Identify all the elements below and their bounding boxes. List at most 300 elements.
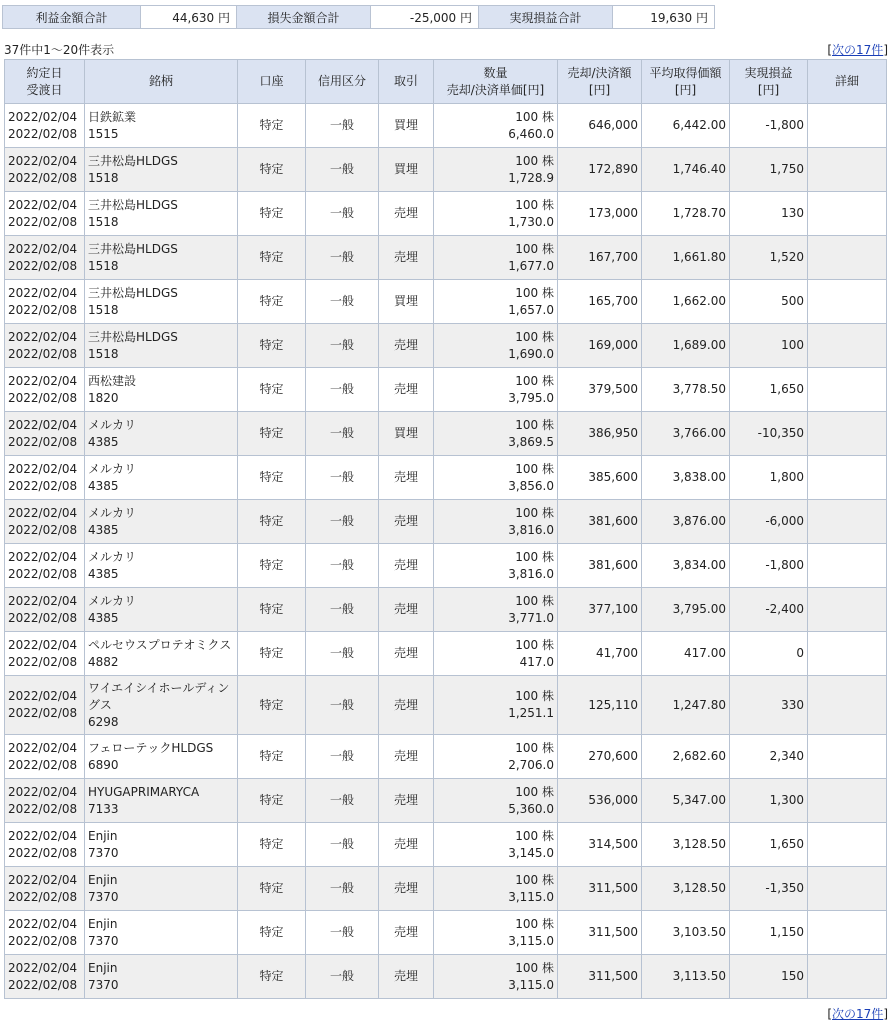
settle-price: 2,706.0 xyxy=(508,757,554,772)
trade-type-cell: 売埋 xyxy=(379,236,434,280)
symbol-code: 7370 xyxy=(88,977,119,992)
credit-cell: 一般 xyxy=(306,779,379,823)
settle-price: 6,460.0 xyxy=(508,126,554,141)
trade-date: 2022/02/04 xyxy=(8,740,78,755)
settle-price: 1,690.0 xyxy=(508,346,554,361)
qty-price-cell xyxy=(434,148,558,192)
date-cell xyxy=(5,867,85,911)
trade-date: 2022/02/04 xyxy=(8,241,78,256)
symbol-code: 4882 xyxy=(88,654,119,669)
avg-cost-cell: 6,442.00 xyxy=(642,104,730,148)
date-cell xyxy=(5,544,85,588)
trade-date: 2022/02/04 xyxy=(8,329,78,344)
realized-pl-table xyxy=(4,59,887,999)
realized-pl-cell: -6,000 xyxy=(730,500,808,544)
settle-date: 2022/02/08 xyxy=(8,845,78,860)
header-avg-label: 平均取得価額 xyxy=(649,65,722,80)
realized-pl-cell: 2,340 xyxy=(730,735,808,779)
detail-cell xyxy=(808,412,887,456)
symbol-cell xyxy=(85,676,238,735)
account-cell: 特定 xyxy=(238,544,306,588)
trade-type-cell: 売埋 xyxy=(379,456,434,500)
realized-pl-cell: 500 xyxy=(730,280,808,324)
settle-date: 2022/02/08 xyxy=(8,390,78,405)
amount-cell: 169,000 xyxy=(558,324,642,368)
credit-cell: 一般 xyxy=(306,735,379,779)
quantity: 100 株 xyxy=(515,593,554,608)
header-amount-unit: [円] xyxy=(588,82,611,97)
avg-cost-cell: 3,838.00 xyxy=(642,456,730,500)
settle-price: 3,816.0 xyxy=(508,566,554,581)
header-amount xyxy=(558,60,642,104)
quantity: 100 株 xyxy=(515,329,554,344)
pager-bracket-open: [ xyxy=(827,1007,833,1021)
credit-cell: 一般 xyxy=(306,823,379,867)
quantity: 100 株 xyxy=(515,505,554,520)
avg-cost-cell: 3,834.00 xyxy=(642,544,730,588)
date-cell xyxy=(5,588,85,632)
detail-cell xyxy=(808,735,887,779)
profit-total-value: 44,630 円 xyxy=(141,6,237,29)
qty-price-cell xyxy=(434,104,558,148)
date-cell xyxy=(5,955,85,999)
amount-cell: 41,700 xyxy=(558,632,642,676)
quantity: 100 株 xyxy=(515,109,554,124)
realized-pl-cell: 100 xyxy=(730,324,808,368)
qty-price-cell xyxy=(434,412,558,456)
avg-cost-cell: 3,128.50 xyxy=(642,823,730,867)
trade-type-cell: 売埋 xyxy=(379,500,434,544)
credit-cell: 一般 xyxy=(306,368,379,412)
symbol-code: 6890 xyxy=(88,757,119,772)
avg-cost-cell: 1,728.70 xyxy=(642,192,730,236)
trade-type-cell: 売埋 xyxy=(379,544,434,588)
trade-type-cell: 買埋 xyxy=(379,280,434,324)
credit-cell: 一般 xyxy=(306,236,379,280)
symbol-name: 三井松島HLDGS xyxy=(88,197,178,212)
loss-total-value: -25,000 円 xyxy=(371,6,479,29)
profit-total-label: 利益金額合計 xyxy=(3,6,141,29)
header-account: 口座 xyxy=(238,60,306,104)
detail-cell xyxy=(808,456,887,500)
table-row xyxy=(5,867,887,911)
quantity: 100 株 xyxy=(515,461,554,476)
trade-date: 2022/02/04 xyxy=(8,373,78,388)
quantity: 100 株 xyxy=(515,285,554,300)
table-row xyxy=(5,368,887,412)
trade-type-cell: 売埋 xyxy=(379,676,434,735)
trade-date: 2022/02/04 xyxy=(8,828,78,843)
qty-price-cell xyxy=(434,456,558,500)
symbol-code: 4385 xyxy=(88,566,119,581)
amount-cell: 381,600 xyxy=(558,500,642,544)
trade-date: 2022/02/04 xyxy=(8,689,78,703)
detail-cell xyxy=(808,148,887,192)
symbol-cell xyxy=(85,236,238,280)
symbol-code: 4385 xyxy=(88,522,119,537)
amount-cell: 311,500 xyxy=(558,911,642,955)
account-cell: 特定 xyxy=(238,456,306,500)
amount-cell: 270,600 xyxy=(558,735,642,779)
date-cell xyxy=(5,676,85,735)
symbol-code: 1518 xyxy=(88,214,119,229)
realized-pl-cell: 150 xyxy=(730,955,808,999)
date-cell xyxy=(5,735,85,779)
symbol-cell xyxy=(85,911,238,955)
date-cell xyxy=(5,280,85,324)
quantity: 100 株 xyxy=(515,784,554,799)
credit-cell: 一般 xyxy=(306,104,379,148)
realized-pl-cell: -10,350 xyxy=(730,412,808,456)
settle-date: 2022/02/08 xyxy=(8,258,78,273)
quantity: 100 株 xyxy=(515,241,554,256)
loss-total-label: 損失金額合計 xyxy=(237,6,371,29)
account-cell: 特定 xyxy=(238,192,306,236)
settle-date: 2022/02/08 xyxy=(8,933,78,948)
realized-pl-cell: -1,350 xyxy=(730,867,808,911)
symbol-name: 三井松島HLDGS xyxy=(88,241,178,256)
settle-price: 3,145.0 xyxy=(508,845,554,860)
qty-price-cell xyxy=(434,779,558,823)
settle-price: 5,360.0 xyxy=(508,801,554,816)
settle-price: 1,251.1 xyxy=(508,706,554,720)
detail-cell xyxy=(808,104,887,148)
table-row xyxy=(5,779,887,823)
symbol-name: Enjin xyxy=(88,828,118,843)
detail-cell xyxy=(808,779,887,823)
qty-price-cell xyxy=(434,192,558,236)
table-row xyxy=(5,911,887,955)
avg-cost-cell: 1,689.00 xyxy=(642,324,730,368)
pl-summary-table xyxy=(2,5,715,29)
amount-cell: 172,890 xyxy=(558,148,642,192)
header-price: 売却/決済単価[円] xyxy=(446,82,545,97)
quantity: 100 株 xyxy=(515,916,554,931)
date-cell xyxy=(5,192,85,236)
date-cell xyxy=(5,823,85,867)
credit-cell: 一般 xyxy=(306,412,379,456)
symbol-name: フェローテックHLDGS xyxy=(88,740,214,755)
settle-price: 3,869.5 xyxy=(508,434,554,449)
detail-cell xyxy=(808,632,887,676)
symbol-name: Enjin xyxy=(88,872,118,887)
table-row xyxy=(5,104,887,148)
symbol-code: 7370 xyxy=(88,889,119,904)
symbol-cell xyxy=(85,500,238,544)
settle-date: 2022/02/08 xyxy=(8,214,78,229)
realized-pl-cell: 1,150 xyxy=(730,911,808,955)
symbol-cell xyxy=(85,779,238,823)
symbol-cell xyxy=(85,148,238,192)
detail-cell xyxy=(808,823,887,867)
symbol-code: 1518 xyxy=(88,170,119,185)
symbol-code: 4385 xyxy=(88,478,119,493)
symbol-code: 1820 xyxy=(88,390,119,405)
symbol-cell xyxy=(85,104,238,148)
settle-price: 3,856.0 xyxy=(508,478,554,493)
settle-price: 3,816.0 xyxy=(508,522,554,537)
amount-cell: 167,700 xyxy=(558,236,642,280)
avg-cost-cell: 1,662.00 xyxy=(642,280,730,324)
account-cell: 特定 xyxy=(238,368,306,412)
trade-type-cell: 売埋 xyxy=(379,735,434,779)
quantity: 100 株 xyxy=(515,153,554,168)
trade-date: 2022/02/04 xyxy=(8,197,78,212)
trade-date: 2022/02/04 xyxy=(8,505,78,520)
date-cell xyxy=(5,412,85,456)
date-cell xyxy=(5,911,85,955)
symbol-cell xyxy=(85,955,238,999)
detail-cell xyxy=(808,911,887,955)
settle-date: 2022/02/08 xyxy=(8,654,78,669)
header-qty-price xyxy=(434,60,558,104)
trade-type-cell: 売埋 xyxy=(379,192,434,236)
trade-date: 2022/02/04 xyxy=(8,593,78,608)
trade-type-cell: 売埋 xyxy=(379,588,434,632)
symbol-cell xyxy=(85,632,238,676)
quantity: 100 株 xyxy=(515,373,554,388)
account-cell: 特定 xyxy=(238,412,306,456)
date-cell xyxy=(5,500,85,544)
pager-bracket-close: ] xyxy=(883,1007,888,1021)
symbol-name: メルカリ xyxy=(88,549,137,564)
symbol-cell xyxy=(85,368,238,412)
table-row xyxy=(5,412,887,456)
realized-pl-cell: -2,400 xyxy=(730,588,808,632)
header-symbol: 銘柄 xyxy=(85,60,238,104)
amount-cell: 381,600 xyxy=(558,544,642,588)
quantity: 100 株 xyxy=(515,689,554,703)
account-cell: 特定 xyxy=(238,911,306,955)
detail-cell xyxy=(808,867,887,911)
header-credit: 信用区分 xyxy=(306,60,379,104)
amount-cell: 386,950 xyxy=(558,412,642,456)
quantity: 100 株 xyxy=(515,872,554,887)
trade-type-cell: 買埋 xyxy=(379,412,434,456)
settle-price: 1,728.9 xyxy=(508,170,554,185)
qty-price-cell xyxy=(434,676,558,735)
symbol-cell xyxy=(85,588,238,632)
header-avg-unit: [円] xyxy=(674,82,697,97)
header-dates xyxy=(5,60,85,104)
header-trade-date: 約定日 xyxy=(26,65,63,80)
realized-total-label: 実現損益合計 xyxy=(479,6,613,29)
realized-pl-cell: 130 xyxy=(730,192,808,236)
symbol-name: メルカリ xyxy=(88,417,137,432)
avg-cost-cell: 5,347.00 xyxy=(642,779,730,823)
table-row xyxy=(5,676,887,735)
account-cell: 特定 xyxy=(238,104,306,148)
symbol-code: 7370 xyxy=(88,933,119,948)
header-pl-unit: [円] xyxy=(757,82,780,97)
qty-price-cell xyxy=(434,236,558,280)
amount-cell: 377,100 xyxy=(558,588,642,632)
detail-cell xyxy=(808,544,887,588)
credit-cell: 一般 xyxy=(306,280,379,324)
trade-type-cell: 売埋 xyxy=(379,324,434,368)
credit-cell: 一般 xyxy=(306,955,379,999)
trade-type-cell: 売埋 xyxy=(379,779,434,823)
trade-type-cell: 売埋 xyxy=(379,823,434,867)
quantity: 100 株 xyxy=(515,637,554,652)
avg-cost-cell: 1,661.80 xyxy=(642,236,730,280)
settle-date: 2022/02/08 xyxy=(8,889,78,904)
realized-pl-cell: 330 xyxy=(730,676,808,735)
settle-date: 2022/02/08 xyxy=(8,434,78,449)
avg-cost-cell: 1,746.40 xyxy=(642,148,730,192)
credit-cell: 一般 xyxy=(306,324,379,368)
symbol-name: メルカリ xyxy=(88,461,137,476)
credit-cell: 一般 xyxy=(306,192,379,236)
symbol-cell xyxy=(85,412,238,456)
table-row xyxy=(5,955,887,999)
avg-cost-cell: 417.00 xyxy=(642,632,730,676)
realized-pl-cell: 1,800 xyxy=(730,456,808,500)
settle-date: 2022/02/08 xyxy=(8,801,78,816)
settle-date: 2022/02/08 xyxy=(8,977,78,992)
amount-cell: 311,500 xyxy=(558,867,642,911)
settle-price: 1,730.0 xyxy=(508,214,554,229)
amount-cell: 385,600 xyxy=(558,456,642,500)
table-row xyxy=(5,544,887,588)
symbol-code: 6298 xyxy=(88,714,119,729)
amount-cell: 646,000 xyxy=(558,104,642,148)
realized-pl-cell: -1,800 xyxy=(730,544,808,588)
account-cell: 特定 xyxy=(238,955,306,999)
avg-cost-cell: 3,778.50 xyxy=(642,368,730,412)
pl-summary-row xyxy=(3,6,715,29)
header-avg-cost xyxy=(642,60,730,104)
next-page-link[interactable]: 次の17件 xyxy=(832,43,884,57)
trade-type-cell: 売埋 xyxy=(379,368,434,412)
table-row xyxy=(5,823,887,867)
account-cell: 特定 xyxy=(238,236,306,280)
symbol-cell xyxy=(85,867,238,911)
avg-cost-cell: 3,113.50 xyxy=(642,955,730,999)
settle-date: 2022/02/08 xyxy=(8,126,78,141)
detail-cell xyxy=(808,676,887,735)
settle-date: 2022/02/08 xyxy=(8,610,78,625)
header-realized-pl xyxy=(730,60,808,104)
credit-cell: 一般 xyxy=(306,867,379,911)
account-cell: 特定 xyxy=(238,500,306,544)
account-cell: 特定 xyxy=(238,148,306,192)
trade-date: 2022/02/04 xyxy=(8,285,78,300)
settle-price: 3,795.0 xyxy=(508,390,554,405)
quantity: 100 株 xyxy=(515,740,554,755)
qty-price-cell xyxy=(434,588,558,632)
settle-date: 2022/02/08 xyxy=(8,170,78,185)
amount-cell: 314,500 xyxy=(558,823,642,867)
symbol-cell xyxy=(85,735,238,779)
symbol-cell xyxy=(85,544,238,588)
trade-date: 2022/02/04 xyxy=(8,960,78,975)
settle-price: 3,115.0 xyxy=(508,889,554,904)
realized-pl-cell: 1,650 xyxy=(730,823,808,867)
settle-price: 3,771.0 xyxy=(508,610,554,625)
header-qty: 数量 xyxy=(483,65,508,80)
credit-cell: 一般 xyxy=(306,148,379,192)
trade-date: 2022/02/04 xyxy=(8,916,78,931)
avg-cost-cell: 3,876.00 xyxy=(642,500,730,544)
trade-type-cell: 売埋 xyxy=(379,867,434,911)
symbol-cell xyxy=(85,192,238,236)
settle-date: 2022/02/08 xyxy=(8,757,78,772)
settle-price: 1,677.0 xyxy=(508,258,554,273)
qty-price-cell xyxy=(434,955,558,999)
symbol-cell xyxy=(85,324,238,368)
account-cell: 特定 xyxy=(238,632,306,676)
qty-price-cell xyxy=(434,324,558,368)
trade-type-cell: 売埋 xyxy=(379,955,434,999)
qty-price-cell xyxy=(434,632,558,676)
qty-price-cell xyxy=(434,368,558,412)
realized-pl-cell: -1,800 xyxy=(730,104,808,148)
amount-cell: 165,700 xyxy=(558,280,642,324)
settle-price: 417.0 xyxy=(519,654,554,669)
date-cell xyxy=(5,148,85,192)
credit-cell: 一般 xyxy=(306,676,379,735)
settle-date: 2022/02/08 xyxy=(8,566,78,581)
table-row xyxy=(5,500,887,544)
qty-price-cell xyxy=(434,867,558,911)
amount-cell: 125,110 xyxy=(558,676,642,735)
pager-top xyxy=(827,41,888,58)
avg-cost-cell: 1,247.80 xyxy=(642,676,730,735)
symbol-name: ペルセウスプロテオミクス xyxy=(88,637,232,652)
symbol-name: Enjin xyxy=(88,960,118,975)
settle-date: 2022/02/08 xyxy=(8,706,78,720)
next-page-link[interactable]: 次の17件 xyxy=(832,1007,884,1021)
trade-date: 2022/02/04 xyxy=(8,784,78,799)
account-cell: 特定 xyxy=(238,324,306,368)
symbol-name: 日鉄鉱業 xyxy=(88,109,137,124)
table-row xyxy=(5,324,887,368)
symbol-name: 三井松島HLDGS xyxy=(88,285,178,300)
symbol-cell xyxy=(85,280,238,324)
header-detail: 詳細 xyxy=(808,60,887,104)
date-cell xyxy=(5,779,85,823)
trade-date: 2022/02/04 xyxy=(8,109,78,124)
credit-cell: 一般 xyxy=(306,911,379,955)
qty-price-cell xyxy=(434,735,558,779)
realized-pl-cell: 1,300 xyxy=(730,779,808,823)
qty-price-cell xyxy=(434,500,558,544)
credit-cell: 一般 xyxy=(306,456,379,500)
symbol-code: 7133 xyxy=(88,801,119,816)
amount-cell: 536,000 xyxy=(558,779,642,823)
amount-cell: 173,000 xyxy=(558,192,642,236)
trade-date: 2022/02/04 xyxy=(8,872,78,887)
qty-price-cell xyxy=(434,911,558,955)
trade-date: 2022/02/04 xyxy=(8,549,78,564)
settle-price: 1,657.0 xyxy=(508,302,554,317)
credit-cell: 一般 xyxy=(306,500,379,544)
account-cell: 特定 xyxy=(238,735,306,779)
symbol-code: 1518 xyxy=(88,346,119,361)
account-cell: 特定 xyxy=(238,779,306,823)
table-row xyxy=(5,632,887,676)
realized-total-value: 19,630 円 xyxy=(613,6,715,29)
symbol-name: 三井松島HLDGS xyxy=(88,329,178,344)
symbol-code: 1515 xyxy=(88,126,119,141)
header-settle-date: 受渡日 xyxy=(26,82,63,97)
avg-cost-cell: 3,766.00 xyxy=(642,412,730,456)
quantity: 100 株 xyxy=(515,828,554,843)
amount-cell: 379,500 xyxy=(558,368,642,412)
account-cell: 特定 xyxy=(238,588,306,632)
detail-cell xyxy=(808,500,887,544)
